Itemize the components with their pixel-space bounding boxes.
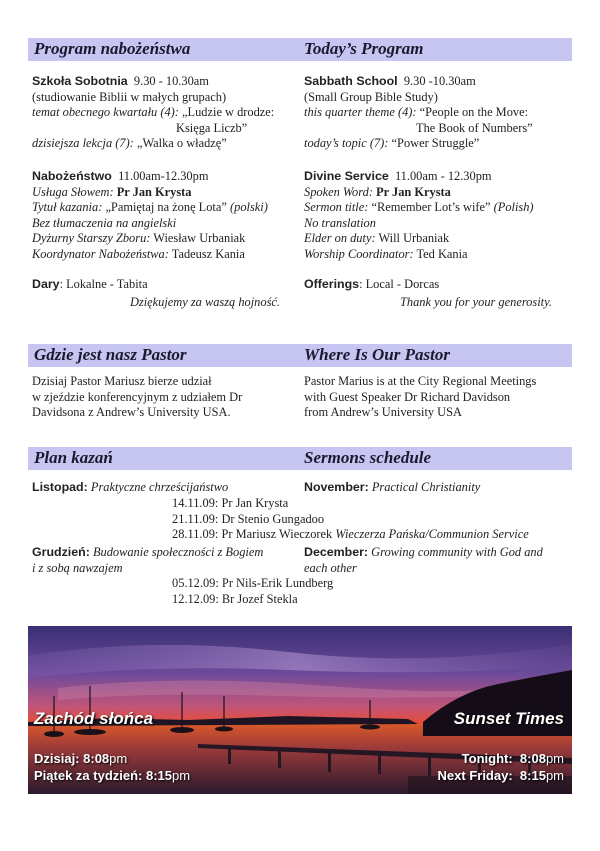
sermon-title-pl: „Pamiętaj na żonę Lota” — [105, 200, 227, 215]
elder-label-pl: Dyżurny Starszy Zboru: — [32, 231, 151, 246]
sunset-today-pl — [34, 751, 127, 766]
sunset-next-suffix-en: pm — [545, 768, 564, 783]
translation-en: No translation — [304, 215, 376, 230]
pastor-text-en-line: with Guest Speaker Dr Richard Davidson — [304, 389, 511, 404]
december-theme-en-2: each other — [304, 560, 357, 575]
service-title-pl: Nabożeństwo — [32, 169, 112, 183]
pastor-heading-en: Where Is Our Pastor — [304, 345, 450, 364]
sermon-row — [172, 512, 529, 528]
program-heading-pl: Program nabożeństwa — [34, 39, 191, 58]
sunset-next-en — [438, 768, 564, 783]
sermon-lang-en: (Polish) — [493, 200, 534, 215]
sabbath-school-time-en: 9.30 -10.30am — [403, 74, 476, 88]
december-label-en: December: — [304, 545, 369, 559]
sunset-heading-pl: Zachód słońca — [34, 709, 154, 728]
sermon-label-en: Sermon title: — [304, 200, 369, 215]
sabbath-school-desc-pl: (studiowanie Biblii w małych grupach) — [32, 89, 227, 104]
sunset-today-label-en: Tonight: — [461, 751, 513, 766]
sunset-today-en — [462, 751, 564, 766]
offering-pl-block — [32, 277, 300, 310]
sermon-note: Wieczerza Pańska/Communion Service — [335, 527, 529, 542]
sermon-speaker: Pr Nils-Erik Lundberg — [221, 576, 334, 590]
sermon-row — [172, 592, 333, 608]
sermon-speaker: Br Jozef Stekla — [221, 591, 298, 606]
november-theme-pl: Praktyczne chrześcijaństwo — [90, 480, 229, 494]
coordinator-pl: Tadeusz Kania — [171, 246, 245, 261]
service-en-block — [304, 169, 572, 263]
elder-en: Will Urbaniak — [378, 231, 450, 246]
december-theme-en-1: Growing community with God and — [371, 545, 543, 559]
speaker-label-pl: Usługa Słowem: — [32, 184, 114, 199]
topic-label-en: today’s topic (7): — [304, 136, 389, 151]
offering-value-pl: : Lokalne - Tabita — [59, 277, 148, 291]
pastor-heading-band — [28, 344, 572, 367]
november-pl — [32, 480, 228, 496]
sunset-today-time-pl: 8:08 — [83, 751, 110, 766]
theme-label-en: this quarter theme (4): — [304, 105, 417, 120]
topic-value-en: “Power Struggle” — [391, 136, 480, 151]
offering-en-block — [304, 277, 572, 310]
december-en — [304, 545, 543, 576]
topic-value-pl: „Walka o władzę” — [136, 136, 227, 151]
sunset-today-label-pl: Dzisiaj: — [34, 751, 80, 766]
november-en — [304, 480, 480, 496]
sermon-date: 12.12.09: — [172, 591, 219, 606]
pastor-text-pl-line: Davidsona z Andrew’s University USA. — [32, 405, 231, 420]
offering-value-en: : Local - Dorcas — [359, 277, 440, 291]
sunset-next-pl — [34, 768, 190, 783]
elder-pl: Wiesław Urbaniak — [153, 231, 246, 246]
sunset-today-suffix-en: pm — [545, 751, 564, 766]
program-heading-en: Today’s Program — [304, 39, 424, 58]
december-theme-pl-2: i z sobą nawzajem — [32, 560, 123, 575]
pastor-text-pl-line: w zjeździe konferencyjnym z udziałem Dr — [32, 389, 243, 404]
sermons-heading-band — [28, 447, 572, 470]
service-time-en: 11.00am - 12.30pm — [394, 169, 492, 183]
sunset-next-label-pl: Piątek za tydzień: — [34, 768, 143, 783]
sermon-label-pl: Tytuł kazania: — [32, 200, 103, 215]
program-en-column — [304, 74, 572, 152]
sermon-title-en: “Remember Lot’s wife” — [371, 200, 491, 215]
sermons-heading-pl: Plan kazań — [34, 448, 113, 467]
november-label-pl: Listopad: — [32, 480, 88, 494]
december-label-pl: Grudzień: — [32, 545, 90, 559]
sermon-speaker: Pr Jan Krysta — [221, 496, 289, 510]
sunset-next-label-en: Next Friday: — [437, 768, 513, 783]
sunset-today-time-en: 8:08 — [519, 751, 546, 766]
service-pl-block — [32, 169, 300, 263]
sermon-speaker: Dr Stenio Gungadoo — [221, 511, 325, 526]
sermon-date: 28.11.09: — [172, 527, 219, 542]
sermon-lang-pl: (polski) — [230, 200, 268, 215]
sabbath-school-desc-en: (Small Group Bible Study) — [304, 89, 438, 104]
pastor-text-pl-line: Dzisiaj Pastor Mariusz bierze udział — [32, 374, 212, 388]
offering-thanks-pl: Dziękujemy za waszą hojność. — [129, 294, 280, 309]
theme-label-pl: temat obecnego kwartału (4): — [32, 105, 179, 120]
theme-value-en-1: “People on the Move: — [419, 105, 529, 120]
november-label-en: November: — [304, 480, 369, 494]
theme-value-en-2: The Book of Numbers” — [416, 120, 533, 135]
offering-thanks-en: Thank you for your generosity. — [400, 294, 552, 309]
sunset-today-suffix-pl: pm — [109, 751, 128, 766]
sermon-date: 05.12.09: — [172, 576, 219, 590]
speaker-en: Pr Jan Krysta — [376, 184, 451, 199]
theme-value-pl-2: Księga Liczb” — [176, 120, 248, 135]
pastor-text-en-line: from Andrew’s University USA — [304, 405, 462, 420]
program-pl-column — [32, 74, 300, 152]
sermon-date: 14.11.09: — [172, 496, 219, 510]
sermon-row — [172, 527, 529, 543]
pastor-text-en — [304, 374, 572, 421]
coordinator-label-en: Worship Coordinator: — [304, 246, 414, 261]
speaker-pl: Pr Jan Krysta — [116, 184, 192, 199]
offering-label-pl: Dary — [32, 277, 60, 291]
sabbath-school-time-pl: 9.30 - 10.30am — [133, 74, 209, 88]
program-heading-band — [28, 38, 572, 61]
coordinator-label-pl: Koordynator Nabożeństwa: — [32, 246, 169, 261]
translation-pl: Bez tłumaczenia na angielski — [32, 215, 177, 230]
sermon-date: 21.11.09: — [172, 511, 219, 526]
sunset-next-suffix-pl: pm — [172, 768, 191, 783]
pastor-text-en-line: Pastor Marius is at the City Regional Meetings — [304, 374, 537, 388]
theme-value-pl-1: „Ludzie w drodze: — [182, 105, 275, 120]
offering-label-en: Offerings — [304, 277, 360, 291]
elder-label-en: Elder on duty: — [304, 231, 376, 246]
sermon-speaker: Pr Mariusz Wieczorek — [221, 527, 333, 542]
december-schedule — [172, 576, 333, 607]
topic-label-pl: dzisiejsza lekcja (7): — [32, 136, 134, 151]
coordinator-en: Ted Kania — [416, 246, 468, 261]
speaker-label-en: Spoken Word: — [304, 184, 373, 199]
sunset-photo — [28, 626, 572, 794]
sermons-heading-en: Sermons schedule — [304, 448, 432, 467]
sabbath-school-title-pl: Szkoła Sobotnia — [32, 74, 128, 88]
pastor-heading-pl: Gdzie jest nasz Pastor — [34, 345, 187, 364]
december-pl — [32, 545, 263, 576]
december-theme-pl-1: Budowanie społeczności z Bogiem — [92, 545, 264, 559]
november-schedule — [172, 496, 529, 543]
sermon-row — [172, 576, 333, 592]
sunset-heading-en: Sunset Times — [453, 709, 564, 728]
service-title-en: Divine Service — [304, 169, 389, 183]
sabbath-school-title-en: Sabbath School — [304, 74, 398, 88]
sermon-row — [172, 496, 529, 512]
sunset-next-time-pl: 8:15 — [146, 768, 173, 783]
service-time-pl: 11.00am-12.30pm — [118, 169, 209, 183]
november-theme-en: Practical Christianity — [371, 480, 481, 494]
sunset-next-time-en: 8:15 — [519, 768, 546, 783]
pastor-text-pl — [32, 374, 300, 421]
